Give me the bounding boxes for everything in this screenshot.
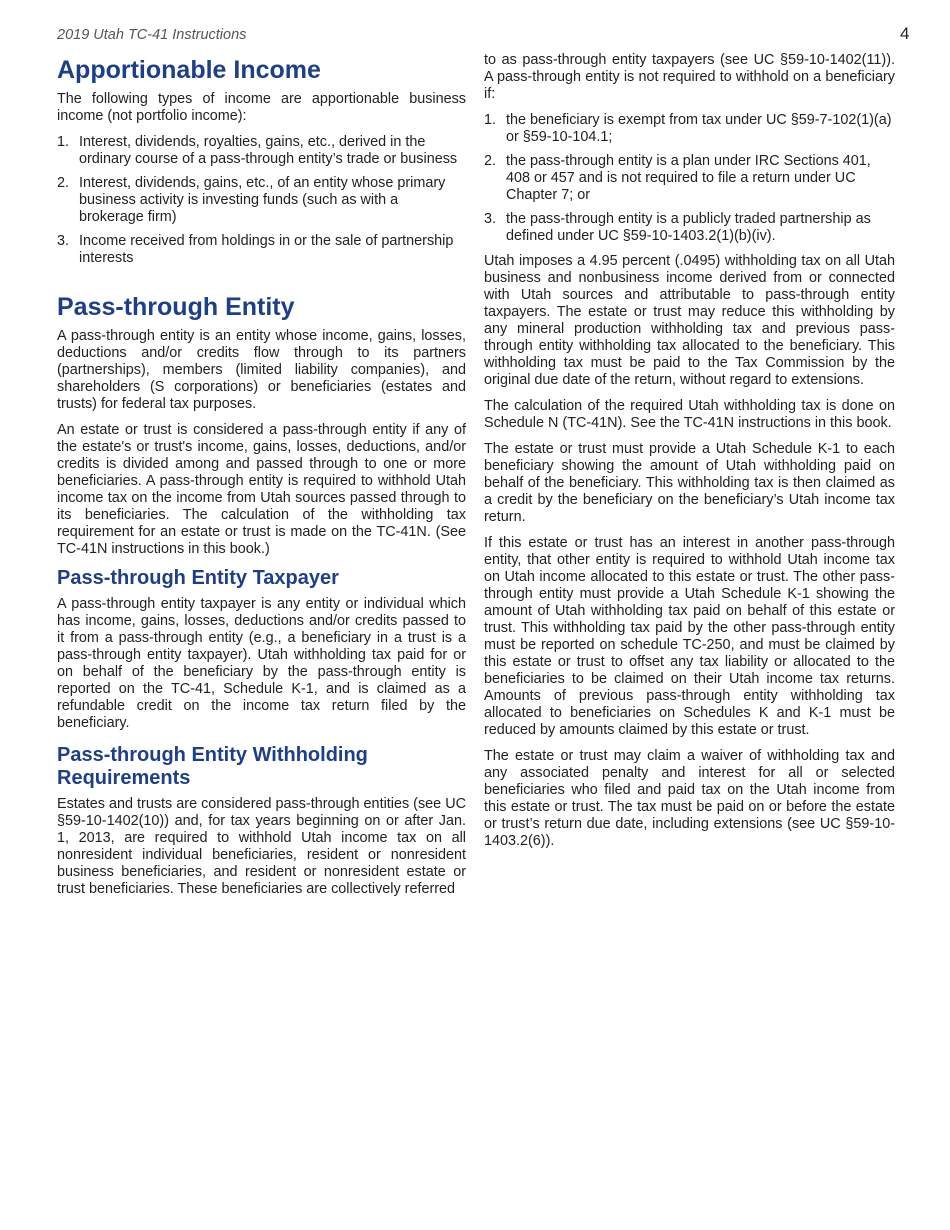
list-item [484,112,895,146]
list-item-text: Interest, dividends, gains, etc., of an entity whose primary business activity is investing funds (such as with a brokerage firm) [79,175,446,225]
paragraph: Estates and trusts are considered pass-through entities (see UC §59-10-1402(10)) and, for tax years beginning on or after Jan. 1, 2013, are required to withhold Utah income tax on all nonresident individual beneficiaries, resident or nonresident business beneficiaries, and resident or nonresident estate or trust beneficiaries. These beneficiaries are collectively referred [57,796,466,897]
paragraph: An estate or trust is considered a pass-through entity if any of the estate's or trust's income, gains, losses, deductions, and/or credits is divided among and passed through to one or more beneficiaries. A pass-through entity is required to withhold Utah income tax on the income from Utah sources passed through to its beneficiaries. The calculation of the withholding tax requirement for an estate or trust is made on the TC-41N. (See TC-41N instructions in this book.) [57,422,466,557]
list-item-text: Interest, dividends, royalties, gains, etc., derived in the ordinary course of a pass-through entity’s trade or business [79,134,458,167]
right-column [484,52,895,859]
list-item-number: 3. [484,211,497,227]
paragraph: If this estate or trust has an interest in another pass-through entity, that other entity is required to withhold Utah income tax on Utah income allocated to this estate or trust. The other pass-through entity must provide a Utah Schedule K-1 showing the amount of Utah withholding tax paid on behalf of this estate or trust. This withholding tax paid by the other pass-through entity must be reported on schedule TC-250, and must be claimed by this estate or trust to offset any tax liability or allocated to the beneficiaries to be claimed on their Utah income tax returns. Amounts of previous pass-through entity withholding tax allocated to beneficiaries on Schedules K and K-1 must be reduced by amounts claimed by this estate or trust. [484,535,895,738]
apportionable-income-heading: Apportionable Income [57,56,321,84]
paragraph: A pass-through entity taxpayer is any entity or individual which has income, gains, losses, deductions and/or credits passed to it from a pass-through entity (e.g., a beneficiary in a trust is a pass-through entity taxpayer). Utah withholding tax paid for or on behalf of the beneficiary by the pass-through entity is reported on the TC-41, Schedule K-1, and is claimed as a refundable credit on the income tax return filed by the beneficiary. [57,596,466,731]
list-item-text: the pass-through entity is a publicly traded partnership as defined under UC §59-10-1403.2(1)(b)(iv). [506,211,871,244]
withholding-exemption-list [484,112,895,245]
list-item-text: the pass-through entity is a plan under IRC Sections 401, 408 or 457 and is not required to file a return under UC Chapter 7; or [506,153,871,203]
apportionable-income-intro: The following types of income are apportionable business income (not portfolio income): [57,91,466,124]
list-item-number: 2. [57,175,70,191]
paragraph: The estate or trust may claim a waiver of withholding tax and any associated penalty and interest for all or selected beneficiaries who filed and paid tax on the Utah income from this estate or trust. The tax must be paid on or before the estate or trust’s return due date, including extensions (see UC §59-10-1403.2(6)). [484,748,895,849]
page-number: 4 [900,24,910,43]
paragraph: Utah imposes a 4.95 percent (.0495) withholding tax on all Utah business and nonbusiness income derived from or connected with Utah sources and attributable to pass-through entity taxpayers. The estate or trust may reduce this withholding by any mineral production withholding tax and previous pass-through entity withholding tax allocated to the beneficiary. This withholding tax must be paid to the Tax Commission by the original due date of the return, without regard to extensions. [484,253,895,388]
list-item-text: Income received from holdings in or the sale of partnership interests [79,233,454,266]
list-item-number: 2. [484,153,497,169]
list-item [57,233,466,267]
pass-through-entity-taxpayer-heading: Pass-through Entity Taxpayer [57,567,339,589]
document-header-title: 2019 Utah TC-41 Instructions [57,27,247,43]
paragraph: to as pass-through entity taxpayers (see UC §59-10-1402(11)). A pass-through entity is not required to withhold on a beneficiary if: [484,52,895,102]
list-item-text: the beneficiary is exempt from tax under UC §59-7-102(1)(a) or §59-10-104.1; [506,112,892,145]
list-item [484,211,895,245]
heading-line: Pass-through Entity Withholding [57,744,368,766]
paragraph: The estate or trust must provide a Utah Schedule K-1 to each beneficiary showing the amount of Utah withholding paid on behalf of the beneficiary. This withholding tax is then claimed as a credit by the beneficiary on the beneficiary’s Utah income tax return. [484,441,895,525]
left-column [57,52,466,907]
apportionable-income-list [57,134,466,267]
paragraph: A pass-through entity is an entity whose income, gains, losses, deductions and/or credits flow through to its partners (partnerships), members (limited liability companies), and shareholders (S corporations) or beneficiaries (estates and trusts) for federal tax purposes. [57,328,466,412]
list-item-number: 3. [57,233,70,249]
list-item [484,153,895,204]
list-item-number: 1. [484,112,497,128]
list-item-number: 1. [57,134,70,150]
paragraph: The calculation of the required Utah withholding tax is done on Schedule N (TC-41N). See the TC-41N instructions in this book. [484,398,895,431]
pass-through-entity-heading: Pass-through Entity [57,293,295,321]
list-item [57,175,466,226]
heading-line: Requirements [57,767,191,789]
list-item [57,134,466,168]
withholding-requirements-heading [57,744,466,790]
